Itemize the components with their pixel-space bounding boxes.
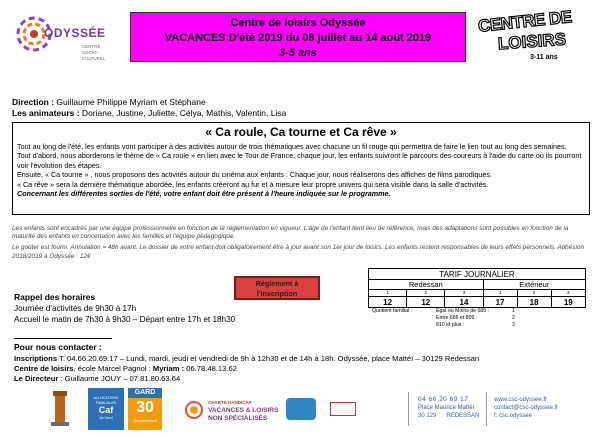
program-title: « Ca roule, Ca tourne et Ca rêve » [205,125,397,139]
animateurs-value: Doriane, Justine, Juliette, Célya, Mathis, Valentin, Lisa [79,108,287,118]
info-paragraph-1: Les enfants sont encadrés par une équipe professionnelle en fonction de la réglementation en vigueur. L'âge de l'enfant tient lieu de référence, mais des adaptations sont possibles en fonction de la maturité des enfants en concertation avec les familles et l'équipe pédagogique. [12,225,569,241]
price-cell: 17 [483,297,517,308]
charte-line-2: VACANCES & LOISIRS [208,407,279,414]
tarif-group-exterieur: Extérieur [483,280,585,290]
centre-name: Myriam : [152,364,185,374]
charte-handicap-logo [184,388,284,430]
info-section [12,225,590,264]
gard-number: 30 [136,399,154,416]
footer-website-link[interactable]: www.csc-odyssee.fr [494,397,548,403]
footer-phone: 04 66 20 69 17 [418,396,469,403]
direction-value: Guillaume Philippe Myriam et Stéphane [54,97,206,107]
inscriptions-label: Inscriptions [14,354,58,363]
contacts-section [14,354,594,385]
footer-city: REDESSAN [446,413,480,419]
header-line-2: VACANCES D'été 2019 du 08 juillet au 14 août 2019 [164,32,432,44]
footer-address [418,396,479,420]
centre-label: Centre de loisirs [14,364,74,374]
program-box [12,122,590,215]
logo-right-age: 3-11 ans [530,54,558,61]
animateurs-label: Les animateurs : [12,108,80,118]
staff-info [12,97,286,119]
price-cell: 18 [517,297,551,308]
quotient-label: Quotient familial : [372,308,413,314]
program-paragraph-3: Ensuite, « Ca tourne » , nous proposons des activités autour du cinéma aux enfants . Chaque jour, nous réaliserons des affiches de films parodiques. [17,170,492,180]
logo-right-line-1: CENTRE DE [477,7,573,36]
redessan-logo [48,388,72,428]
qf-cell: 3 [551,290,585,297]
rappel-line-2: Accueil le matin de 7h30 à 9h30 – Départ entre 17h et 18h30 [14,315,236,324]
footer-address-line: Place Maurice Mattéï [418,405,475,411]
contacts-heading: Pour nous contacter : [14,342,102,352]
gard-logo [128,388,162,430]
qf-cell: 1 [369,290,407,297]
caf-line-1: ALLOCATIONS [93,396,119,400]
info-paragraph-2: Le goûter est fourni. Annulation = 48h avant. Le dossier de votre enfant doit obligatoirement être à jour avant son 1er jour de loisirs. Les enfants restent responsables de leurs effets personnels. Adhésion 2018/2019 à Odyssée : 12€ [12,244,585,260]
price-cell: 14 [445,297,483,308]
logo-sub-3: CULTUREL [82,56,106,61]
rappel-line-1: Journée d'activités de 9h30 à 17h [14,304,137,313]
directeur-label: Le Directeur [14,374,59,384]
quotient-range: Entre 686 et 809 : [436,315,478,321]
footer [0,388,600,437]
price-cell: 19 [551,297,585,308]
qf-cell: 1 [483,290,517,297]
footer-divider [486,392,487,426]
quotient-range: Egal ou Moins de 685 : [436,308,490,314]
program-paragraph-5: Concernant les différentes sorties de l'été, votre enfant doit être présent à l'heure indiquée sur le programme. [17,189,391,199]
centre-de-loisirs-logo [474,6,594,76]
logo-right-line-2: LOISIRS [497,29,567,54]
inscriptions-value: T. 04.66.20.69.17 – Lundi, mardi, jeudi et vendredi de 9h à 12h30 et de 14h à 18h. Odyssée, place Mattéï – 30129 Redessan [57,354,480,363]
quotient-value: 2 [512,315,515,321]
caf-sub: du Gard [99,416,113,420]
logo-sub-1: CENTRE [82,44,101,49]
price-cell: 12 [369,297,407,308]
odyssee-logo [10,8,120,78]
header-banner [130,12,466,62]
footer-web [494,396,558,420]
header-age: 3-5 ans [279,47,317,59]
gard-sub: Département [133,418,157,423]
footer-divider [408,392,409,426]
register-button-line-2: l'inscription [256,289,298,298]
quotient-value: 1 [512,308,515,314]
program-paragraph-2: Tout d'abord, nous aborderons le thème de « Ca roule » en lien avec le Tour de France, chaque jour, les enfants suivront le parcours des coureurs à l'aide du carte où ils pourront voir l'évolution des étapes. [17,151,582,170]
register-button[interactable] [234,276,320,300]
price-cell: 12 [407,297,445,308]
rappel-title: Rappel des horaires [14,292,96,302]
header-line-1: Centre de loisirs Odyssée [230,17,366,29]
sport-badge-icon [286,398,316,420]
qf-cell: 3 [445,290,483,297]
quotient-familial [372,308,522,329]
caf-name: Caf [98,405,114,415]
charte-line-3: NON SPÉCIALISÉS [208,415,268,422]
logo-sub-2: SOCIO- [82,50,99,55]
footer-facebook-link[interactable]: f: csc.odyssee [494,413,533,419]
rappel-horaires [14,292,235,325]
partner-badge-icon [330,402,356,416]
register-button-line-1: Règlement à [255,279,299,288]
footer-zip: 30 129 [418,413,437,419]
centre-value: , école Marcel Pagnol : [73,364,153,374]
program-paragraph-4: « Ca rêve » sera la dernière thématique abordée, les enfants créeront au fur et à mesure leur propre univers qui sera visible dans la salle d'activités. [17,179,489,189]
quotient-value: 3 [512,322,515,328]
tower-icon [48,388,72,428]
program-paragraph-1: Tout au long de l'été, les enfants vont participer à des activités autour de trois thématiques avec chacune un fil rouge qui permettra de faire le lien tout au long des semaines. [17,142,567,151]
qf-cell: 2 [517,290,551,297]
tarif-title: TARIF JOURNALIER [369,269,586,280]
tarif-group-redessan: Redessan [369,280,484,290]
centre-phone: 06.78.48.13.62 [186,364,237,374]
charte-line-1: CHARTE HANDICAP [208,400,252,405]
logo-name: ODYSSÉE [44,26,106,40]
qf-cell: 2 [407,290,445,297]
charte-circle-icon [184,400,204,420]
directeur-value: : Guillaume JOUY – 07.81.80.63.64 [58,374,181,384]
tarif-table [368,268,586,308]
gard-label: GARD [128,388,162,398]
odyssee-logo-icon [10,8,120,78]
quotient-range: 810 et plus : [436,322,465,328]
footer-email-link[interactable]: contact@csc-odyssee.fr [494,405,559,411]
caf-logo [88,388,124,430]
caf-line-2: FAMILIALES [95,400,117,405]
direction-label: Direction : [12,97,55,107]
